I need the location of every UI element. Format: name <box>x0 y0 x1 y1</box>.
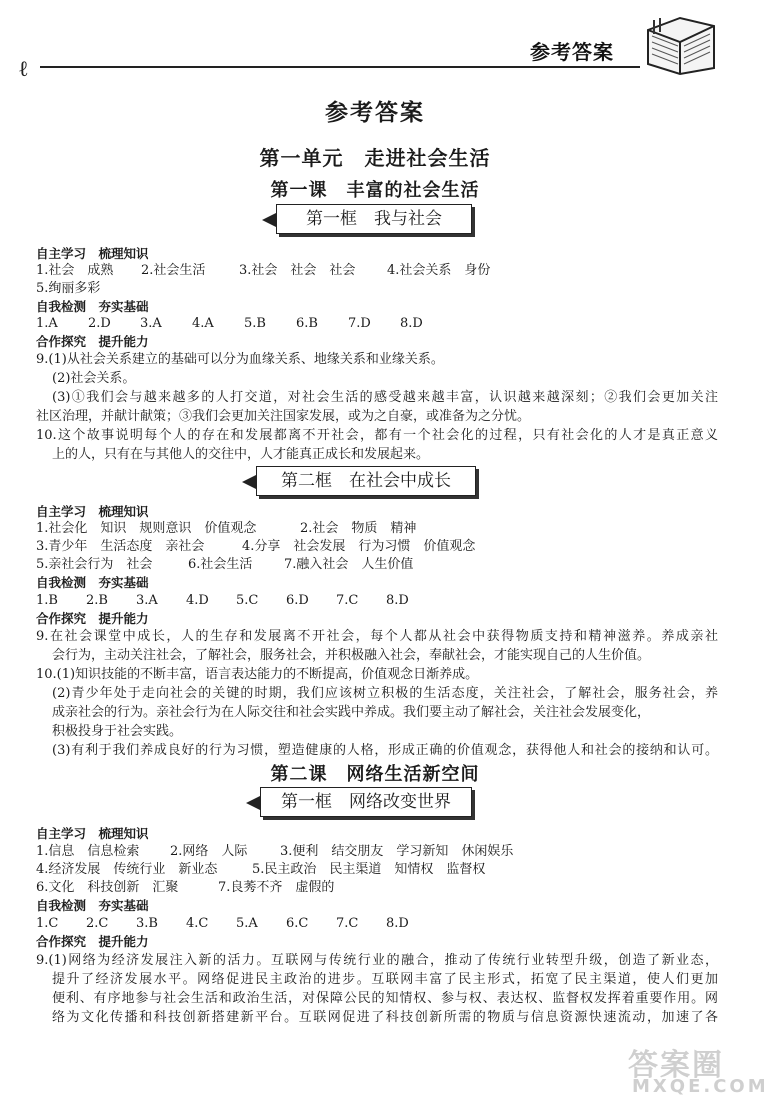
answer-item: 4.D <box>186 593 209 608</box>
answer-item: 2.网络 人际 <box>170 844 248 859</box>
answer-item: 6.D <box>286 593 309 608</box>
frame-title: 第二框 在社会中成长 <box>256 466 476 496</box>
answer-item: 1.C <box>36 916 59 931</box>
answer-line: 9.在社会课堂中成长，人的生存和发展离不开社会，每个人都从社会中获得物质支持和精神滋养。养成亲社 <box>36 629 718 644</box>
section-heading: 合作探究 提升能力 <box>36 611 149 626</box>
answer-item: 2.D <box>88 316 111 331</box>
answer-item: 5.B <box>244 316 266 331</box>
answer-line: (2)青少年处于走向社会的关键的时期，我们应该树立积极的生活态度，关注社会，了解社会，服务社会，养 <box>52 686 718 701</box>
answer-item: 4.分享 社会发展 行为习惯 价值观念 <box>242 539 476 554</box>
answer-line: 上的人，只有在与其他人的交往中，人才能真正成长和发展起来。 <box>52 447 430 462</box>
section-heading: 自主学习 梳理知识 <box>36 246 149 261</box>
page-title: 参考答案 <box>325 100 425 126</box>
answer-line: (3)有利于我们养成良好的行为习惯，塑造健康的人格，形成正确的价值观念，获得他人和社会的接纳和认可。 <box>52 743 718 758</box>
answer-line: 10.这个故事说明每个人的存在和发展都离不开社会，都有一个社会化的过程，只有社会化的人才是真正意义 <box>36 428 718 443</box>
watermark-url: MXQE.COM <box>632 1076 769 1097</box>
running-header <box>0 0 750 80</box>
section-heading: 自主学习 梳理知识 <box>36 504 149 519</box>
answer-item: 2.B <box>86 593 108 608</box>
answer-item: 3.A <box>136 593 158 608</box>
answer-item: 4.经济发展 传统行业 新业态 <box>36 862 218 877</box>
answer-line: 社区治理，并献计献策；③我们会更加关注国家发展，或为之自豪，或准备为之分忧。 <box>36 409 531 424</box>
answer-line: 9.(1)网络为经济发展注入新的活力。互联网与传统行业的融合，推动了传统行业转型升级，创造了新业态， <box>36 953 718 968</box>
answer-line: 提升了经济发展水平。网络促进民主政治的进步。互联网丰富了民主形式，拓宽了民主渠道，使人们更加 <box>52 972 718 987</box>
answer-item: 1.社会化 知识 规则意识 价值观念 <box>36 521 257 536</box>
answer-item: 7.C <box>336 916 359 931</box>
answer-item: 2.C <box>86 916 109 931</box>
answer-item: 6.C <box>286 916 309 931</box>
answer-item: 8.D <box>386 593 409 608</box>
section-heading: 自我检测 夯实基础 <box>36 299 149 314</box>
watermark-text: 答案圈 <box>628 1048 724 1083</box>
section-heading: 合作探究 提升能力 <box>36 934 149 949</box>
section-frame <box>242 466 476 496</box>
answer-item: 7.融入社会 人生价值 <box>284 557 414 572</box>
section-heading: 自我检测 夯实基础 <box>36 575 149 590</box>
answer-line <box>36 880 334 896</box>
answer-item: 4.社会关系 身份 <box>387 263 491 278</box>
answer-item: 1.社会 成熟 <box>36 263 114 278</box>
answer-item: 7.C <box>336 593 359 608</box>
answer-line: 成亲社会的行为。亲社会行为在人际交往和社会实践中养成。我们要主动了解社会，关注社会发展变化， <box>52 705 651 720</box>
section-frame <box>246 787 472 817</box>
unit-title: 第一单元 走进社会生活 <box>259 146 491 170</box>
answer-line <box>36 263 490 279</box>
header-rule <box>40 66 640 68</box>
answer-line <box>36 539 475 555</box>
answer-line: (2)社会关系。 <box>52 371 136 386</box>
answer-item: 3.青少年 生活态度 亲社会 <box>36 539 205 554</box>
answer-item: 1.A <box>36 316 58 331</box>
answer-line <box>36 557 413 573</box>
answer-item: 7.D <box>348 316 371 331</box>
answer-line: 10.(1)知识技能的不断丰富，语言表达能力的不断提高，价值观念日渐养成。 <box>36 667 479 682</box>
book-icon <box>640 12 720 78</box>
answer-item: 1.B <box>36 593 58 608</box>
answer-line <box>36 844 513 860</box>
answer-item: 6.文化 科技创新 汇聚 <box>36 880 179 895</box>
watermark-logo <box>618 1040 769 1098</box>
answer-line <box>36 862 485 878</box>
answer-item: 2.社会生活 <box>141 263 206 278</box>
answer-line: 便利、有序地参与社会生活和政治生活，对保障公民的知情权、参与权、表达权、监督权发挥着重要作用。网 <box>52 991 718 1006</box>
answer-item: 7.良莠不齐 虚假的 <box>218 880 335 895</box>
answer-line <box>36 916 409 932</box>
answer-item: 5.亲社会行为 社会 <box>36 557 153 572</box>
arrow-left-icon <box>242 475 256 489</box>
lesson-title: 第一课 丰富的社会生活 <box>270 180 480 201</box>
answer-item: 3.B <box>136 916 158 931</box>
section-heading: 自主学习 梳理知识 <box>36 826 149 841</box>
answer-line <box>36 521 416 537</box>
answer-item: 4.C <box>186 916 209 931</box>
section-heading: 合作探究 提升能力 <box>36 334 149 349</box>
answer-line <box>36 593 409 609</box>
answer-line <box>36 316 423 332</box>
answer-item: 5.民主政治 民主渠道 知情权 监督权 <box>252 862 486 877</box>
answer-item: 8.D <box>386 916 409 931</box>
answer-item: 6.社会生活 <box>188 557 253 572</box>
section-heading: 自我检测 夯实基础 <box>36 898 149 913</box>
answer-item: 3.便利 结交朋友 学习新知 休闲娱乐 <box>280 844 514 859</box>
section-frame <box>262 204 472 234</box>
answer-item: 5.A <box>236 916 258 931</box>
swirl-ornament-icon: ℓ <box>18 57 29 82</box>
answer-item: 5.C <box>236 593 259 608</box>
answer-line: 5.绚丽多彩 <box>36 281 101 296</box>
header-label: 参考答案 <box>530 40 614 64</box>
answer-item: 3.社会 社会 社会 <box>239 263 356 278</box>
answer-item: 3.A <box>140 316 162 331</box>
answer-line: 积极投身于社会实践。 <box>52 724 183 739</box>
answer-item: 4.A <box>192 316 214 331</box>
frame-title: 第一框 网络改变世界 <box>260 787 472 817</box>
answer-item: 8.D <box>400 316 423 331</box>
frame-title: 第一框 我与社会 <box>276 204 472 234</box>
answer-item: 2.社会 物质 精神 <box>300 521 417 536</box>
arrow-left-icon <box>246 796 260 810</box>
answer-line: (3)①我们会与越来越多的人打交道，对社会生活的感受越来越丰富，认识越来越深刻；②我们会更加关注 <box>52 390 718 405</box>
answer-line: 络为文化传播和科技创新搭建新平台。互联网促进了科技创新所需的物质与信息资源快速流动，加速了各 <box>52 1010 718 1025</box>
lesson-title: 第二课 网络生活新空间 <box>270 764 480 785</box>
answer-item: 1.信息 信息检索 <box>36 844 140 859</box>
arrow-left-icon <box>262 213 276 227</box>
answer-item: 6.B <box>296 316 318 331</box>
answer-line: 会行为，主动关注社会，了解社会，服务社会，并积极融入社会，奉献社会，才能实现自己的人生价值。 <box>52 648 651 663</box>
answer-line: 9.(1)从社会关系建立的基础可以分为血缘关系、地缘关系和业缘关系。 <box>36 352 444 367</box>
